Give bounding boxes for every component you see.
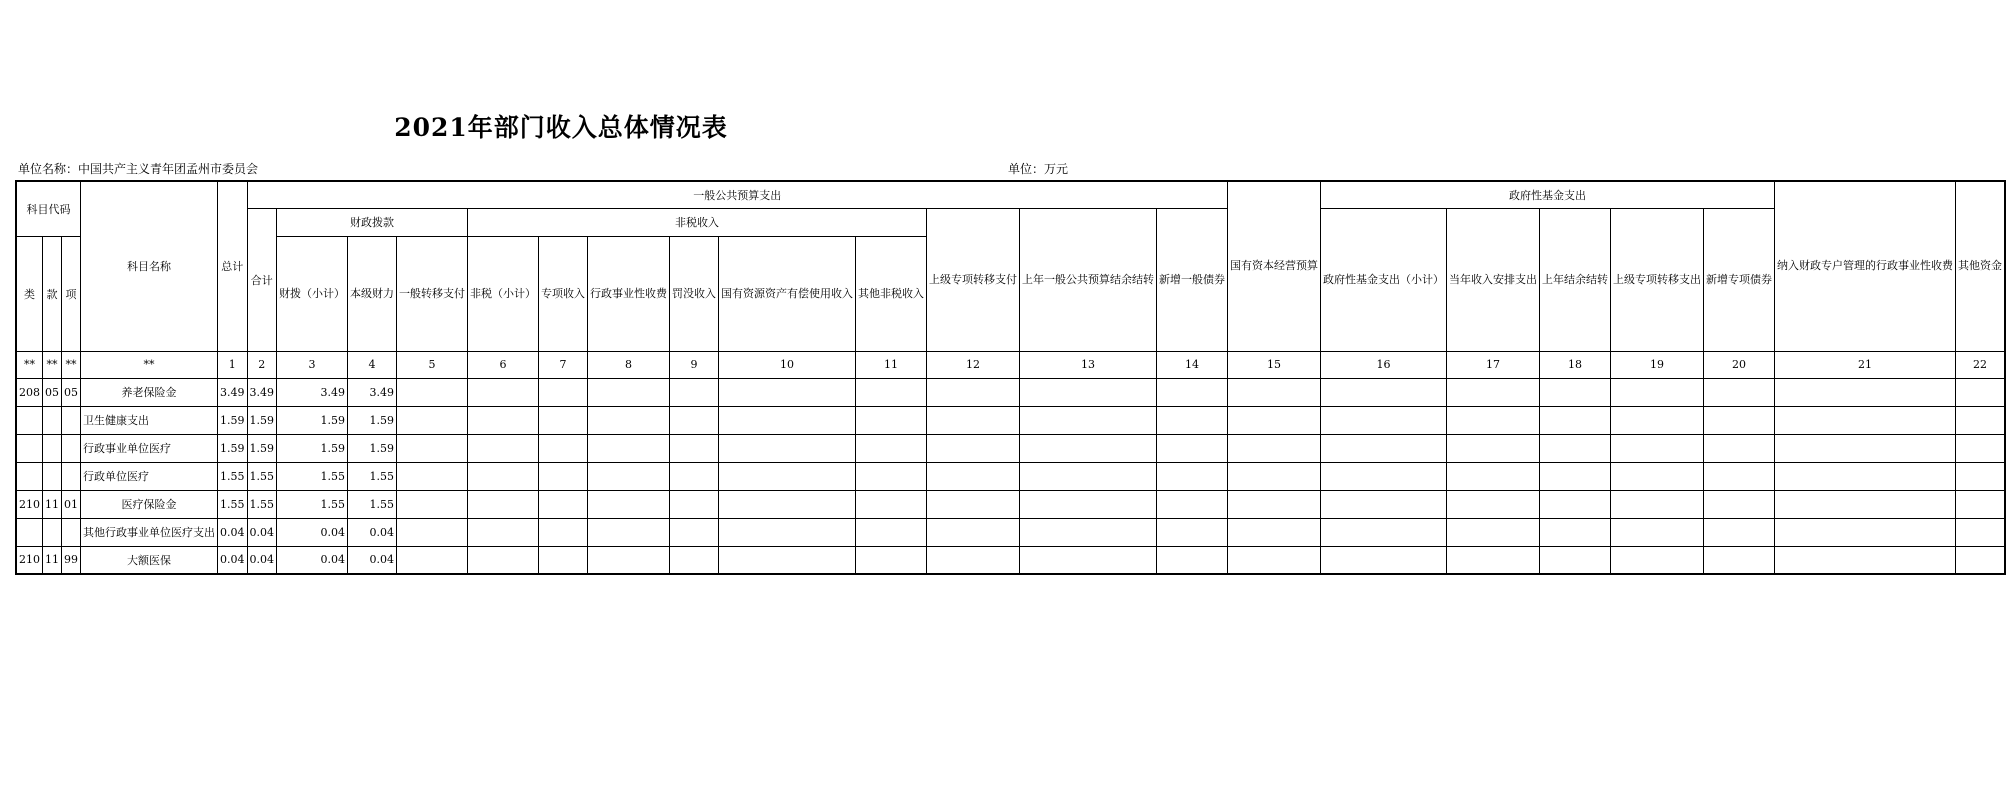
column-number: 13 (1020, 351, 1157, 378)
empty-cell (719, 406, 856, 434)
empty-cell (588, 434, 670, 462)
column-number: 2 (247, 351, 277, 378)
empty-cell (1956, 434, 2006, 462)
admin-fees-header: 行政事业性收费 (588, 236, 670, 351)
fiscal-subtotal-cell: 1.55 (277, 490, 348, 518)
empty-cell (468, 546, 539, 574)
empty-cell (397, 434, 468, 462)
state-capital-header: 国有资本经营预算 (1228, 181, 1321, 351)
local-fiscal-cell: 1.59 (348, 434, 397, 462)
empty-cell (1228, 546, 1321, 574)
empty-cell (856, 546, 927, 574)
empty-cell (856, 378, 927, 406)
empty-cell (1020, 490, 1157, 518)
prev-carryover-header: 上年结余结转 (1540, 208, 1611, 351)
empty-cell (1321, 546, 1447, 574)
lei-cell: 208 (16, 378, 43, 406)
empty-cell (927, 490, 1020, 518)
empty-cell (1020, 378, 1157, 406)
lei-cell (16, 518, 43, 546)
other-funds-header: 其他资金 (1956, 181, 2006, 351)
empty-cell (670, 490, 719, 518)
empty-cell (588, 378, 670, 406)
empty-cell (856, 434, 927, 462)
empty-cell (1611, 490, 1704, 518)
empty-cell (1020, 546, 1157, 574)
xiang-cell (62, 518, 81, 546)
empty-cell (1321, 378, 1447, 406)
fiscal-subtotal-cell: 1.59 (277, 434, 348, 462)
total-cell: 0.04 (218, 546, 248, 574)
column-number: 7 (539, 351, 588, 378)
empty-cell (670, 462, 719, 490)
gov-fund-header: 政府性基金支出 (1321, 181, 1775, 208)
column-number: 20 (1704, 351, 1775, 378)
empty-cell (1321, 406, 1447, 434)
kuan-cell (43, 434, 62, 462)
income-table (15, 180, 2006, 575)
empty-cell (927, 462, 1020, 490)
empty-cell (1611, 462, 1704, 490)
fiscal-subtotal-cell: 1.59 (277, 406, 348, 434)
column-number: 16 (1321, 351, 1447, 378)
lei-cell (16, 462, 43, 490)
local-fiscal-cell: 1.55 (348, 462, 397, 490)
xiang-cell (62, 406, 81, 434)
empty-cell (1775, 406, 1956, 434)
fiscal-managed-header: 纳入财政专户管理的行政事业性收费 (1775, 181, 1956, 351)
empty-cell (1447, 462, 1540, 490)
column-number: 1 (218, 351, 248, 378)
empty-cell (1611, 546, 1704, 574)
table-row (16, 462, 2005, 490)
column-number: 11 (856, 351, 927, 378)
fines-header: 罚没收入 (670, 236, 719, 351)
empty-cell (1157, 378, 1228, 406)
empty-cell (719, 518, 856, 546)
empty-cell (927, 378, 1020, 406)
empty-cell (468, 378, 539, 406)
subject-name-cell: 其他行政事业单位医疗支出 (81, 518, 218, 546)
empty-cell (1956, 546, 2006, 574)
kuan-cell: 11 (43, 490, 62, 518)
column-number: 22 (1956, 351, 2006, 378)
local-fiscal-cell: 0.04 (348, 546, 397, 574)
empty-cell (1228, 406, 1321, 434)
empty-cell (1447, 406, 1540, 434)
fiscal-subtotal-header: 财拨（小计） (277, 236, 348, 351)
empty-cell (1540, 518, 1611, 546)
empty-cell (1775, 462, 1956, 490)
empty-cell (539, 462, 588, 490)
empty-cell (1540, 406, 1611, 434)
fiscal-subtotal-cell: 0.04 (277, 518, 348, 546)
empty-cell (1775, 378, 1956, 406)
column-number: 9 (670, 351, 719, 378)
empty-cell (1157, 434, 1228, 462)
subject-name-cell: 行政单位医疗 (81, 462, 218, 490)
column-number: 15 (1228, 351, 1321, 378)
empty-cell (719, 378, 856, 406)
table-row (16, 378, 2005, 406)
empty-cell (397, 518, 468, 546)
column-number: 14 (1157, 351, 1228, 378)
empty-cell (1157, 462, 1228, 490)
new-special-bonds-header: 新增专项债券 (1704, 208, 1775, 351)
table-row (16, 490, 2005, 518)
empty-cell (539, 546, 588, 574)
xiang-cell: 05 (62, 378, 81, 406)
empty-cell (588, 518, 670, 546)
subtotal-cell: 0.04 (247, 546, 277, 574)
empty-cell (1447, 518, 1540, 546)
empty-cell (468, 490, 539, 518)
empty-cell (1540, 546, 1611, 574)
empty-cell (539, 490, 588, 518)
empty-cell (1447, 546, 1540, 574)
prev-year-carryover-header: 上年一般公共预算结余结转 (1020, 208, 1157, 351)
subject-name-header: 科目名称 (81, 181, 218, 351)
kuan-header: 款 (43, 236, 62, 351)
empty-cell (1775, 546, 1956, 574)
empty-cell (1704, 518, 1775, 546)
empty-cell (1956, 518, 2006, 546)
local-fiscal-cell: 3.49 (348, 378, 397, 406)
table-row (16, 546, 2005, 574)
empty-cell (1956, 490, 2006, 518)
kuan-cell: 05 (43, 378, 62, 406)
column-number: 18 (1540, 351, 1611, 378)
empty-cell (1704, 462, 1775, 490)
empty-cell (1228, 434, 1321, 462)
local-fiscal-cell: 1.59 (348, 406, 397, 434)
column-number: 17 (1447, 351, 1540, 378)
lei-cell: 210 (16, 546, 43, 574)
empty-cell (468, 434, 539, 462)
xiang-cell: 01 (62, 490, 81, 518)
kuan-cell: 11 (43, 546, 62, 574)
lei-stars: ** (16, 351, 43, 378)
lei-cell (16, 406, 43, 434)
empty-cell (1321, 462, 1447, 490)
empty-cell (719, 490, 856, 518)
table-row (16, 434, 2005, 462)
fiscal-subtotal-cell: 0.04 (277, 546, 348, 574)
local-fiscal-cell: 0.04 (348, 518, 397, 546)
empty-cell (1704, 490, 1775, 518)
subtotal-cell: 1.55 (247, 490, 277, 518)
empty-cell (1228, 462, 1321, 490)
local-fiscal-cell: 1.55 (348, 490, 397, 518)
unit-label: 单位：万元 (1007, 162, 1068, 176)
xiang-cell (62, 462, 81, 490)
empty-cell (468, 462, 539, 490)
empty-cell (927, 434, 1020, 462)
empty-cell (1956, 406, 2006, 434)
empty-cell (1228, 490, 1321, 518)
kuan-stars: ** (43, 351, 62, 378)
xiang-cell: 99 (62, 546, 81, 574)
subject-code-header: 科目代码 (16, 181, 81, 236)
empty-cell (1611, 434, 1704, 462)
total-cell: 3.49 (218, 378, 248, 406)
empty-cell (1020, 518, 1157, 546)
empty-cell (856, 406, 927, 434)
column-number: 12 (927, 351, 1020, 378)
column-number-row (16, 351, 2005, 378)
unit-name: 单位名称：中国共产主义青年团孟州市委员会 (18, 162, 259, 176)
column-number: 5 (397, 351, 468, 378)
empty-cell (1020, 462, 1157, 490)
empty-cell (856, 462, 927, 490)
subtotal-header: 合计 (247, 208, 277, 351)
empty-cell (927, 406, 1020, 434)
empty-cell (1775, 518, 1956, 546)
empty-cell (719, 462, 856, 490)
kuan-cell (43, 462, 62, 490)
xiang-cell (62, 434, 81, 462)
empty-cell (397, 490, 468, 518)
empty-cell (1157, 406, 1228, 434)
empty-cell (1321, 518, 1447, 546)
fiscal-subtotal-cell: 1.55 (277, 462, 348, 490)
empty-cell (588, 490, 670, 518)
column-number: 21 (1775, 351, 1956, 378)
empty-cell (670, 378, 719, 406)
empty-cell (588, 406, 670, 434)
empty-cell (670, 406, 719, 434)
other-non-tax-header: 其他非税收入 (856, 236, 927, 351)
empty-cell (588, 462, 670, 490)
empty-cell (1704, 434, 1775, 462)
empty-cell (1321, 434, 1447, 462)
empty-cell (719, 546, 856, 574)
empty-cell (1447, 490, 1540, 518)
empty-cell (1775, 434, 1956, 462)
subject-name-cell: 卫生健康支出 (81, 406, 218, 434)
column-number: 3 (277, 351, 348, 378)
empty-cell (856, 518, 927, 546)
new-general-bonds-header: 新增一般债券 (1157, 208, 1228, 351)
empty-cell (397, 546, 468, 574)
non-tax-header: 非税收入 (468, 208, 927, 236)
general-transfer-header: 一般转移支付 (397, 236, 468, 351)
empty-cell (1157, 518, 1228, 546)
empty-cell (397, 406, 468, 434)
empty-cell (1321, 490, 1447, 518)
empty-cell (588, 546, 670, 574)
empty-cell (670, 434, 719, 462)
empty-cell (1540, 462, 1611, 490)
subtotal-cell: 1.59 (247, 434, 277, 462)
column-number: 8 (588, 351, 670, 378)
empty-cell (539, 518, 588, 546)
non-tax-subtotal-header: 非税（小计） (468, 236, 539, 351)
empty-cell (1540, 490, 1611, 518)
lei-cell (16, 434, 43, 462)
subject-name-cell: 养老保险金 (81, 378, 218, 406)
subtotal-cell: 0.04 (247, 518, 277, 546)
lei-cell: 210 (16, 490, 43, 518)
empty-cell (1020, 434, 1157, 462)
report-title: 2021年部门收入总体情况表 (394, 113, 728, 142)
total-cell: 0.04 (218, 518, 248, 546)
total-cell: 1.59 (218, 434, 248, 462)
xiang-header: 项 (62, 236, 81, 351)
table-row (16, 406, 2005, 434)
column-number: 6 (468, 351, 539, 378)
subject-name-cell: 行政事业单位医疗 (81, 434, 218, 462)
empty-cell (397, 378, 468, 406)
empty-cell (1704, 378, 1775, 406)
empty-cell (1447, 378, 1540, 406)
subtotal-cell: 1.59 (247, 406, 277, 434)
empty-cell (1540, 378, 1611, 406)
fiscal-appropriation-header: 财政拨款 (277, 208, 468, 236)
total-cell: 1.55 (218, 462, 248, 490)
empty-cell (670, 546, 719, 574)
empty-cell (1611, 406, 1704, 434)
fiscal-subtotal-cell: 3.49 (277, 378, 348, 406)
kuan-cell (43, 406, 62, 434)
subject-name-cell: 医疗保险金 (81, 490, 218, 518)
empty-cell (1540, 434, 1611, 462)
empty-cell (468, 406, 539, 434)
special-income-header: 专项收入 (539, 236, 588, 351)
empty-cell (670, 518, 719, 546)
empty-cell (539, 378, 588, 406)
lei-header: 类 (16, 236, 43, 351)
empty-cell (1704, 406, 1775, 434)
empty-cell (539, 406, 588, 434)
empty-cell (1611, 518, 1704, 546)
xiang-stars: ** (62, 351, 81, 378)
empty-cell (1704, 546, 1775, 574)
empty-cell (1228, 518, 1321, 546)
subject-name-cell: 大额医保 (81, 546, 218, 574)
empty-cell (539, 434, 588, 462)
empty-cell (1157, 546, 1228, 574)
subtotal-cell: 3.49 (247, 378, 277, 406)
local-fiscal-header: 本级财力 (348, 236, 397, 351)
general-budget-header: 一般公共预算支出 (247, 181, 1228, 208)
state-assets-header: 国有资源资产有偿使用收入 (719, 236, 856, 351)
empty-cell (1228, 378, 1321, 406)
total-cell: 1.59 (218, 406, 248, 434)
column-number: 10 (719, 351, 856, 378)
name-stars: ** (81, 351, 218, 378)
empty-cell (1956, 378, 2006, 406)
table-row (16, 518, 2005, 546)
empty-cell (1775, 490, 1956, 518)
empty-cell (719, 434, 856, 462)
total-header: 总计 (218, 181, 248, 351)
upper-transfer-header: 上级专项转移支付 (927, 208, 1020, 351)
subtotal-cell: 1.55 (247, 462, 277, 490)
total-cell: 1.55 (218, 490, 248, 518)
empty-cell (1447, 434, 1540, 462)
empty-cell (856, 490, 927, 518)
empty-cell (1157, 490, 1228, 518)
kuan-cell (43, 518, 62, 546)
empty-cell (927, 518, 1020, 546)
upper-special-transfer-header: 上级专项转移支出 (1611, 208, 1704, 351)
empty-cell (397, 462, 468, 490)
empty-cell (1956, 462, 2006, 490)
empty-cell (1020, 406, 1157, 434)
empty-cell (1611, 378, 1704, 406)
empty-cell (927, 546, 1020, 574)
current-income-header: 当年收入安排支出 (1447, 208, 1540, 351)
gov-fund-subtotal-header: 政府性基金支出（小计） (1321, 208, 1447, 351)
column-number: 19 (1611, 351, 1704, 378)
column-number: 4 (348, 351, 397, 378)
empty-cell (468, 518, 539, 546)
